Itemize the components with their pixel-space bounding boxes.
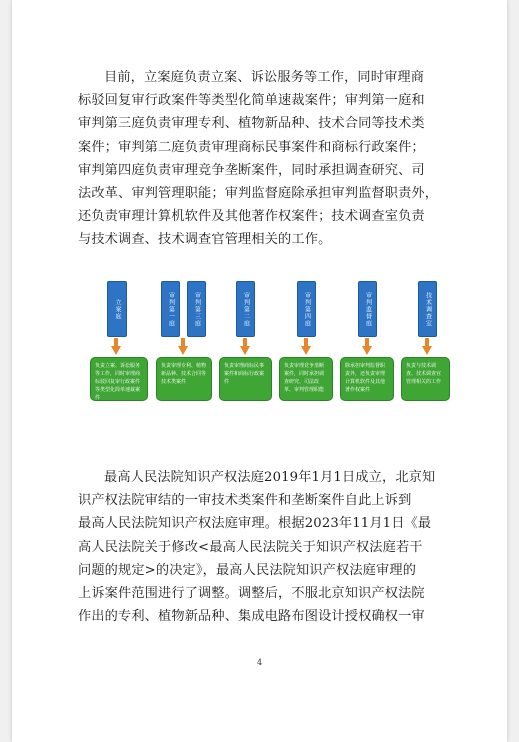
text-line: 高人民法院关于修改<最高人民法院关于知识产权法庭若干 [78, 539, 423, 555]
text-line: 作出的专利、植物新品种、集成电路布图设计授权确权一审 [78, 609, 425, 625]
page-number: 4 [256, 658, 263, 667]
text-line: 问题的规定>的决定》，最高人民法院知识产权法庭审理的 [78, 562, 417, 578]
text-line: 最高人民法院知识产权法庭2019年1月1日成立，北京知 [104, 470, 436, 485]
paragraph-ip-tribunal [78, 466, 461, 628]
arrow-down-icon [178, 346, 188, 355]
arrow-down-icon [240, 346, 250, 355]
diagram-duty-competition-cases: 负责审理竞争垄断案件，同时承担调查研究、司法改革、审判管理职能 [279, 357, 333, 401]
text-line: 还负责审理计算机软件及其他著作权案件；技术调查室负责 [78, 209, 425, 225]
text-line: 目前，立案庭负责立案、诉讼服务等工作，同时审理商 [104, 70, 425, 85]
text-line: 法改革、审判管理职能；审判监督庭除承担审判监督职责外， [78, 186, 439, 202]
diagram-node-second-trial-division: 审判第二庭 [236, 281, 255, 337]
diagram-node-supervision-division: 审判监督庭 [358, 281, 377, 337]
paragraph-court-divisions [78, 66, 461, 252]
diagram-node-technical-investigation-office: 技术调查室 [418, 281, 437, 337]
diagram-node-filing-division: 立案庭 [107, 281, 127, 337]
text-line: 识产权法院审结的一审技术类案件和垄断案件自此上诉到 [78, 493, 412, 509]
diagram-node-fourth-trial-division: 审判第四庭 [297, 281, 316, 337]
arrow-down-icon [422, 346, 432, 355]
diagram-duty-trademark-cases: 负责审理商标民事案件和商标行政案件 [219, 357, 272, 401]
text-line: 案件；审判第二庭负责审理商标民事案件和商标行政案件； [78, 139, 425, 155]
diagram-duty-supervision: 除承担审判监督职责外，还负责审理计算机软件及其他著作权案件 [340, 357, 394, 401]
diagram-duty-technical-cases: 负责审理专利、植物新品种、技术合同等技术类案件 [156, 357, 212, 401]
text-line: 与技术调查、技术调查官管理相关的工作。 [78, 232, 332, 248]
text-line: 审判第四庭负责审理竞争垄断案件，同时承担调查研究、司 [78, 162, 425, 178]
arrow-down-icon [362, 346, 372, 355]
text-line: 审判第三庭负责审理专利、植物新品种、技术合同等技术类 [78, 116, 425, 132]
diagram-node-third-trial-division: 审判第三庭 [187, 281, 206, 337]
arrow-down-icon [111, 346, 121, 355]
diagram-duty-filing: 负责立案、诉讼服务等工作，同时审理商标驳回复审行政案件等类型化简单速裁案件 [90, 357, 148, 401]
document-page [12, 0, 507, 742]
diagram-duty-technical-investigation: 负责与技术调查、技术调查官管理相关的工作 [401, 357, 450, 401]
arrow-down-icon [301, 346, 311, 355]
court-structure-diagram [90, 281, 450, 401]
text-line: 最高人民法院知识产权法庭审理。根据2023年11月1日《最 [78, 516, 432, 532]
diagram-node-first-trial-division: 审判第一庭 [161, 281, 180, 337]
text-line: 上诉案件范围进行了调整。调整后，不服北京知识产权法院 [78, 586, 425, 602]
text-line: 标驳回复审行政案件等类型化简单速裁案件；审判第一庭和 [78, 93, 425, 109]
